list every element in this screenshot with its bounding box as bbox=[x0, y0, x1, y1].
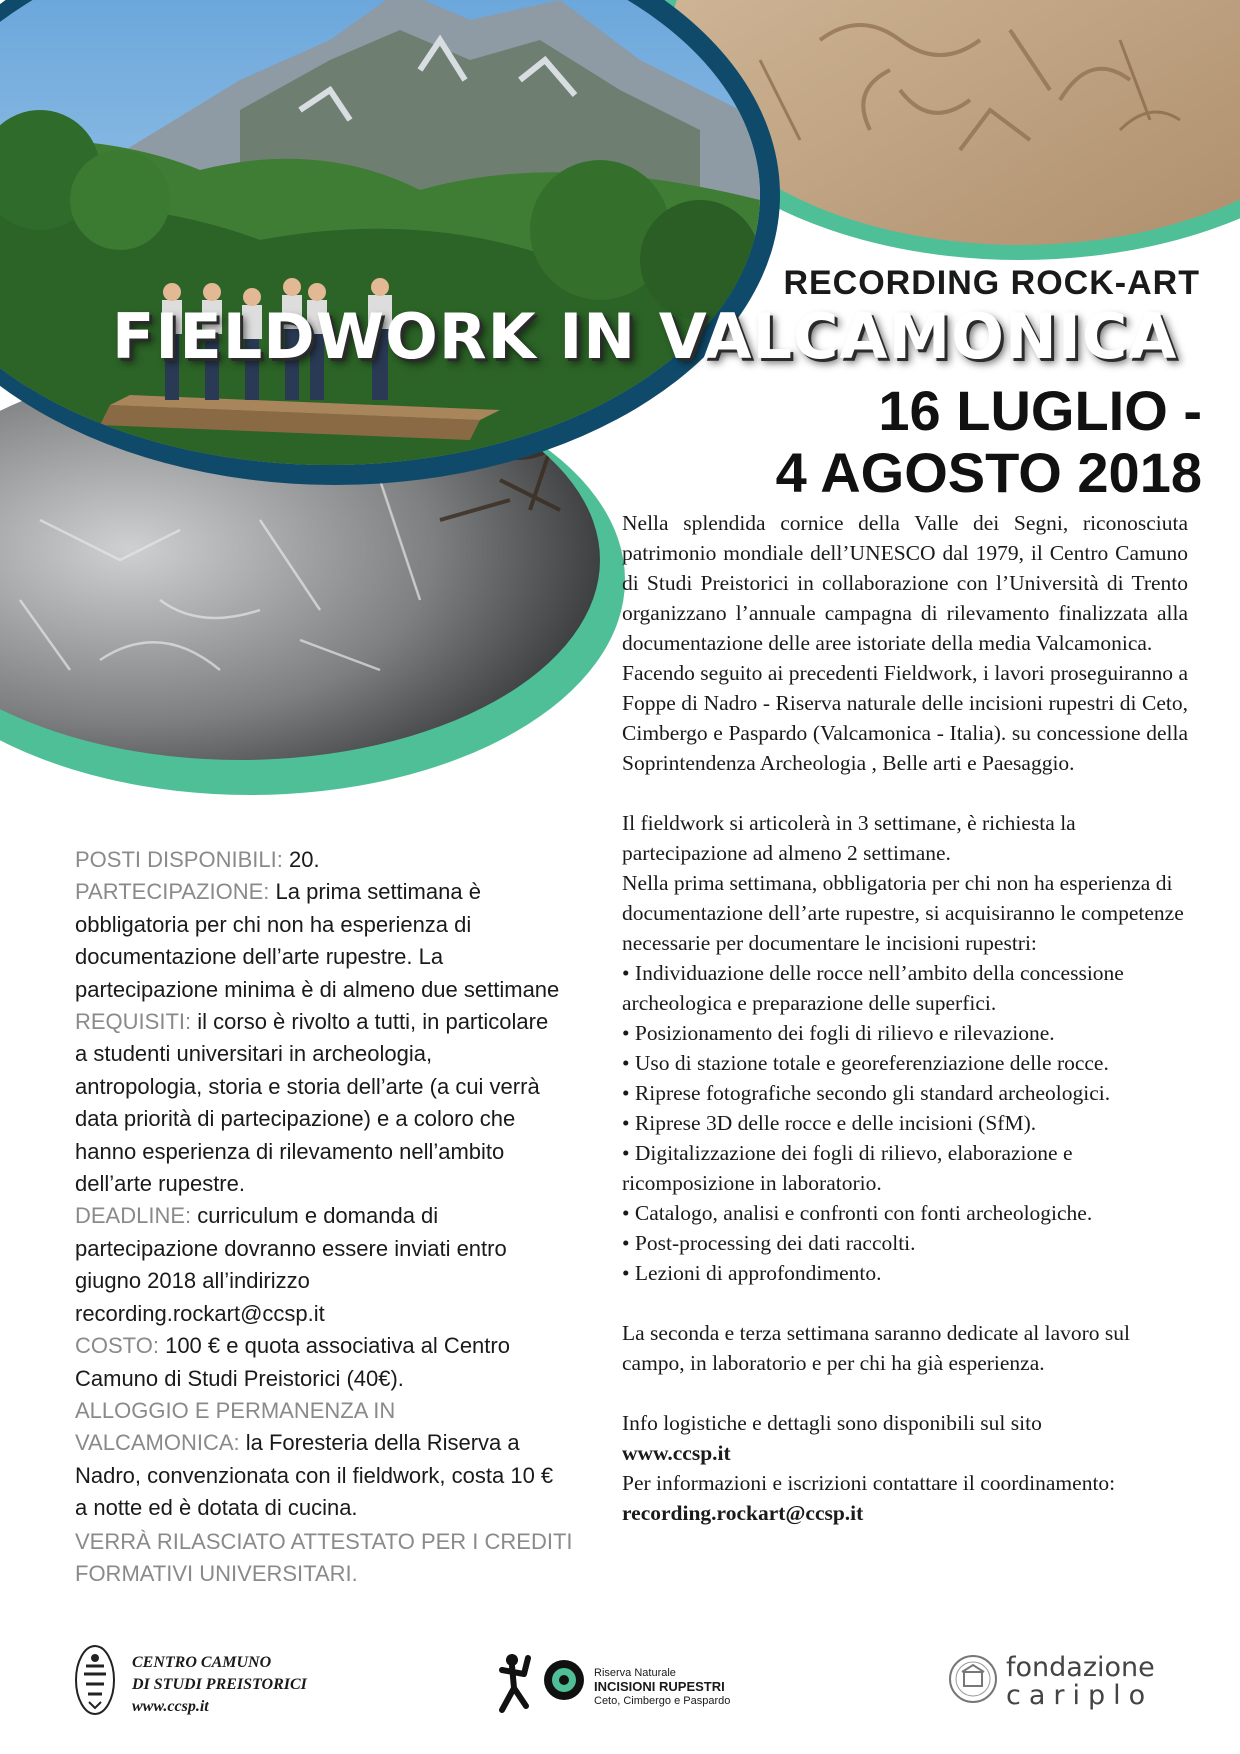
ccsp-emblem-icon bbox=[74, 1644, 116, 1716]
cariplo-line2: cariplo bbox=[1006, 1680, 1154, 1711]
intro-paragraph-2: Facendo seguito ai precedenti Fieldwork, i lavori proseguiranno a Foppe di Nadro - Riserva naturale delle incisioni rupestri di Ceto, Cimbergo e Paspardo (Valcamonica - Italia). su concessione della Soprintendenza Archeologia , Belle arti e Paesaggio. bbox=[622, 661, 1188, 775]
ccsp-url: www.ccsp.it bbox=[132, 1698, 209, 1715]
list-item: • Riprese 3D delle rocce e delle incisioni (SfM). bbox=[622, 1108, 1188, 1138]
detail-label: PARTECIPAZIONE: bbox=[75, 879, 270, 905]
detail-label: REQUISITI: bbox=[75, 1009, 192, 1035]
description-column bbox=[622, 508, 1188, 1528]
riserva-line2: INCISIONI RUPESTRI bbox=[594, 1679, 725, 1694]
cariplo-logo bbox=[948, 1652, 1155, 1711]
date-start: 16 LUGLIO - bbox=[878, 379, 1202, 442]
ccsp-name-line2: DI STUDI PREISTORICI bbox=[132, 1676, 307, 1693]
detail-label: COSTO: bbox=[75, 1333, 159, 1359]
list-item: • Digitalizzazione dei fogli di rilievo, elaborazione e ricomposizione in laboratorio. bbox=[622, 1138, 1188, 1198]
detail-value: La prima settimana è obbligatoria per chi non ha esperienza di documentazione dell’arte rupestre. La partecipazione minima è di almeno due settimane bbox=[75, 879, 560, 1002]
list-item: • Post-processing dei dati raccolti. bbox=[622, 1228, 1188, 1258]
detail-requisiti bbox=[75, 1006, 565, 1200]
cariplo-line1: fondazione bbox=[1006, 1652, 1155, 1683]
program-paragraph-1: Il fieldwork si articolerà in 3 settimane, è richiesta la partecipazione ad almeno 2 settimane. bbox=[622, 811, 1076, 865]
riserva-line1: Riserva Naturale bbox=[594, 1667, 676, 1679]
list-item: • Lezioni di approfondimento. bbox=[622, 1258, 1188, 1288]
detail-posti bbox=[75, 844, 565, 876]
detail-value: 20. bbox=[288, 847, 320, 872]
riserva-logo bbox=[494, 1648, 731, 1725]
detail-value: il corso è rivolto a tutti, in particolare a studenti universitari in archeologia, antropologia, storia e storia dell’arte (a cui verrà data priorità di partecipazione) e a coloro che hanno esperienza di rilevamento nell’ambito dell’arte rupestre. bbox=[75, 1009, 549, 1197]
list-item: • Riprese fotografiche secondo gli standard archeologici. bbox=[622, 1078, 1188, 1108]
footer-logos bbox=[0, 1640, 1240, 1720]
list-item: • Uso di stazione totale e georeferenziazione delle rocce. bbox=[622, 1048, 1188, 1078]
activities-list bbox=[622, 958, 1188, 1288]
detail-label: DEADLINE: bbox=[75, 1203, 192, 1229]
list-item: • Catalogo, analisi e confronti con fonti archeologiche. bbox=[622, 1198, 1188, 1228]
details-column bbox=[75, 844, 565, 1525]
detail-label: POSTI DISPONIBILI: bbox=[75, 847, 283, 872]
intro-paragraph-1: Nella splendida cornice della Valle dei Segni, riconosciuta patrimonio mondiale dell’UNESCO dal 1979, il Centro Camuno di Studi Preistorici in collaborazione con l’Università di Trento organizzano l’annuale campagna di rilevamento finalizzata alla documentazione delle aree istoriate della media Valcamonica. bbox=[622, 511, 1188, 655]
detail-costo bbox=[75, 1330, 565, 1395]
program-paragraph-2: Nella prima settimana, obbligatoria per chi non ha esperienza di documentazione dell’arte rupestre, si acquisiranno le competenze necessarie per documentare le incisioni rupestri: bbox=[622, 871, 1184, 955]
detail-deadline bbox=[75, 1200, 565, 1330]
program-paragraph-3: La seconda e terza settimana saranno dedicate al lavoro sul campo, in laboratorio e per chi ha già esperienza. bbox=[622, 1321, 1131, 1375]
subtitle-recording-rock-art: RECORDING ROCK-ART bbox=[783, 264, 1200, 302]
detail-value: 100 € e quota associativa al Centro Camuno di Studi Preistorici (40€). bbox=[75, 1333, 510, 1391]
rock-art-figure-icon bbox=[494, 1648, 590, 1720]
riserva-line3: Ceto, Cimbergo e Paspardo bbox=[594, 1695, 731, 1707]
date-end: 4 AGOSTO 2018 bbox=[775, 441, 1202, 504]
detail-partecipazione bbox=[75, 876, 565, 1006]
ccsp-logo bbox=[74, 1644, 307, 1721]
detail-label: ALLOGGIO E PERMANENZA IN VALCAMONICA: bbox=[75, 1397, 396, 1456]
list-item: • Posizionamento dei fogli di rilievo e rilevazione. bbox=[622, 1018, 1188, 1048]
list-item: • Individuazione delle rocce nell’ambito della concessione archeologica e preparazione delle superfici. bbox=[622, 958, 1188, 1018]
contact-text: Per informazioni e iscrizioni contattare il coordinamento: bbox=[622, 1471, 1116, 1495]
info-text: Info logistiche e dettagli sono disponibili sul sito bbox=[622, 1411, 1042, 1435]
detail-alloggio bbox=[75, 1395, 565, 1525]
main-title: FIELDWORK IN VALCAMONICA bbox=[112, 300, 1178, 373]
ccsp-name-line1: CENTRO CAMUNO bbox=[132, 1654, 272, 1671]
certificate-note: VERRÀ RILASCIATO ATTESTATO PER I CREDITI FORMATIVI UNIVERSITARI. bbox=[75, 1529, 573, 1586]
website-link[interactable]: www.ccsp.it bbox=[622, 1441, 731, 1465]
cariplo-seal-icon bbox=[948, 1654, 998, 1704]
valley-landscape-photo bbox=[0, 0, 780, 485]
email-link[interactable]: recording.rockart@ccsp.it bbox=[622, 1501, 864, 1525]
detail-value: curriculum e domanda di partecipazione dovranno essere inviati entro giugno 2018 all’indirizzo recording.rockart@ccsp.it bbox=[75, 1203, 507, 1326]
detail-value: la Foresteria della Riserva a Nadro, convenzionata con il fieldwork, costa 10 € a notte ed è dotata di cucina. bbox=[75, 1430, 554, 1521]
